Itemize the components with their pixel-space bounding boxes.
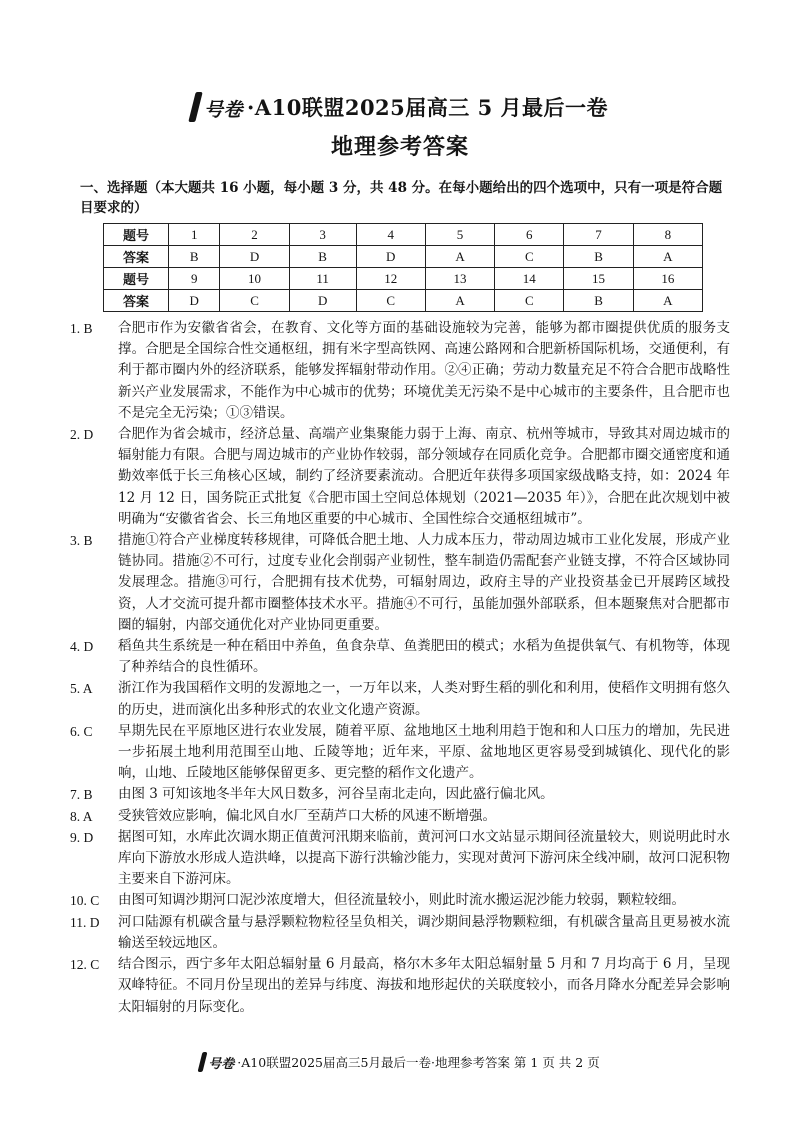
- item-explanation-text: 早期先民在平原地区进行农业发展，随着平原、盆地地区土地利用趋于饱和和人口压力的增加，先民进一步拓展土地利用范围至山地、丘陵等地；近年来，平原、盆地地区更容易受到城镇化、现代化的影响，山地、丘陵地区能够保留更多、更完整的稻作文化遗产。: [118, 722, 730, 782]
- item-explanation-text: 受狭管效应影响，偏北风自水厂至葫芦口大桥的风速不断增强。: [118, 807, 496, 824]
- item-number-answer: 3. B: [70, 533, 93, 549]
- answer-cell: D: [169, 290, 220, 312]
- explanation-item: [70, 890, 730, 911]
- question-number-cell: 13: [425, 268, 494, 290]
- answer-cell: D: [289, 290, 356, 312]
- answer-cell: C: [220, 290, 289, 312]
- answer-cell: B: [564, 246, 633, 268]
- item-explanation-text: 合肥市作为安徽省省会，在教育、文化等方面的基础设施较为完善，能够为都市圈提供优质的服务支撑。合肥是全国综合性交通枢纽，拥有米字型高铁网、高速公路网和合肥新桥国际机场，交通便利，有利于都市圈内外的经济联系，能够发挥辐射带动作用。②④正确；劳动力数量充足不符合合肥市战略性新兴产业发展需求，不能作为中心城市的优势；环境优美无污染不是中心城市的主要条件，且合肥市也不是完全无污染；①③错误。: [118, 320, 730, 421]
- question-number-cell: 12: [356, 268, 425, 290]
- answer-cell: A: [425, 290, 494, 312]
- item-number-answer: 10. C: [70, 893, 100, 909]
- footer-text: ·A10联盟2025届高三5月最后一卷·地理参考答案 第 1 页 共 2 页: [237, 1055, 600, 1070]
- table-row: [104, 290, 703, 312]
- document-subtitle: 地理参考答案: [330, 134, 469, 160]
- question-number-cell: 15: [564, 268, 633, 290]
- table-row: [104, 224, 703, 246]
- item-number-answer: 8. A: [70, 808, 93, 824]
- item-number-answer: 5. A: [70, 681, 93, 697]
- page-footer: [0, 1052, 800, 1072]
- explanation-list: [70, 318, 730, 1018]
- question-number-cell: 7: [564, 224, 633, 246]
- explanation-item: [70, 912, 730, 954]
- explanation-item: [70, 424, 730, 530]
- answer-cell: D: [220, 246, 289, 268]
- brand-logo-mark-icon: [188, 92, 202, 122]
- item-number-answer: 7. B: [70, 787, 93, 803]
- answer-cell: A: [633, 290, 702, 312]
- answer-cell: C: [495, 290, 564, 312]
- explanation-item: [70, 806, 730, 827]
- explanation-item: [70, 530, 730, 636]
- item-number-answer: 12. C: [70, 957, 100, 973]
- table-row-label: 答案: [104, 290, 169, 312]
- question-number-cell: 3: [289, 224, 356, 246]
- answer-cell: C: [356, 290, 425, 312]
- question-number-cell: 1: [169, 224, 220, 246]
- item-number-answer: 1. B: [70, 321, 93, 336]
- item-explanation-text: 河口陆源有机碳含量与悬浮颗粒物粒径呈负相关，调沙期间悬浮物颗粒细，有机碳含量高且更易被水流输送至较远地区。: [118, 913, 730, 951]
- answer-cell: D: [356, 246, 425, 268]
- question-number-cell: 4: [356, 224, 425, 246]
- item-explanation-text: 措施①符合产业梯度转移规律，可降低合肥土地、人力成本压力，带动周边城市工业化发展，形成产业链协同。措施②不可行，过度专业化会削弱产业韧性，整车制造仍需配套产业链支撑，不符合区域协同发展理念。措施③可行，合肥拥有技术优势，可辐射周边，政府主导的产业投资基金已开展跨区域投资，人才交流可提升都市圈整体技术水平。措施④不可行，虽能加强外部联系，但本题聚焦对合肥都市圈的辐射，内部交通优化对产业协同更重要。: [118, 532, 730, 633]
- answer-cell: C: [495, 246, 564, 268]
- section-heading: 一、选择题（本大题共 16 小题，每小题 3 分，共 48 分。在每小题给出的四个选项中，只有一项是符合题目要求的）: [80, 180, 723, 216]
- explanation-item: [70, 678, 730, 720]
- document-header: [0, 92, 800, 161]
- document-title: [0, 92, 800, 122]
- table-row-label: 题号: [104, 268, 169, 290]
- item-number-answer: 4. D: [70, 639, 94, 655]
- question-number-cell: 11: [289, 268, 356, 290]
- question-number-cell: 2: [220, 224, 289, 246]
- question-number-cell: 14: [495, 268, 564, 290]
- answer-cell: B: [169, 246, 220, 268]
- item-number-answer: 9. D: [70, 829, 94, 845]
- item-explanation-text: 合肥作为省会城市，经济总量、高端产业集聚能力弱于上海、南京、杭州等城市，导致其对周边城市的辐射能力有限。合肥与周边城市的产业协作较弱，部分领域存在同质化竞争。合肥都市圈交通密度和通勤效率低于长三角核心区域，制约了经济要素流动。合肥近年获得多项国家级战略支持，如：2024 年 12 月 12 日，国务院正式批复《合肥市国土空间总体规划（2021—2035 年）》，合肥在此次规划中被明确为“安徽省省会、长三角地区重要的中心城市、全国性综合交通枢纽城市”。: [118, 426, 730, 527]
- answer-cell: B: [564, 290, 633, 312]
- table-row-label: 题号: [104, 224, 169, 246]
- item-explanation-text: 由图可知调沙期河口泥沙浓度增大，但径流量较小，则此时流水搬运泥沙能力较弱，颗粒较细。: [118, 892, 685, 909]
- question-number-cell: 16: [633, 268, 702, 290]
- explanation-item: [70, 827, 730, 891]
- brand-logo-text: 号卷: [203, 99, 243, 121]
- answer-cell: A: [633, 246, 702, 268]
- footer-logo-mark-icon: [198, 1052, 208, 1072]
- explanation-item: [70, 721, 730, 785]
- footer-logo-text: 号卷: [208, 1057, 235, 1072]
- question-number-cell: 8: [633, 224, 702, 246]
- table-row-label: 答案: [104, 246, 169, 268]
- question-number-cell: 10: [220, 268, 289, 290]
- answer-table: [103, 223, 703, 312]
- table-row: [104, 246, 703, 268]
- item-explanation-text: 稻鱼共生系统是一种在稻田中养鱼，鱼食杂草、鱼粪肥田的模式；水稻为鱼提供氧气、有机物等，体现了种养结合的良性循环。: [118, 638, 730, 676]
- explanation-item: [70, 636, 730, 678]
- item-number-answer: 2. D: [70, 427, 94, 443]
- item-explanation-text: 由图 3 可知该地冬半年大风日数多，河谷呈南北走向，因此盛行偏北风。: [118, 786, 554, 803]
- answer-cell: B: [289, 246, 356, 268]
- footer-logo: [200, 1052, 234, 1072]
- question-number-cell: 9: [169, 268, 220, 290]
- brand-logo: [192, 92, 243, 122]
- table-row: [104, 268, 703, 290]
- explanation-item: [70, 318, 730, 424]
- explanation-item: [70, 784, 730, 805]
- item-number-answer: 11. D: [70, 914, 100, 930]
- item-number-answer: 6. C: [70, 723, 93, 739]
- item-explanation-text: 浙江作为我国稻作文明的发源地之一，一万年以来，人类对野生稻的驯化和利用，使稻作文明拥有悠久的历史，进而演化出多种形式的农业文化遗产资源。: [118, 680, 730, 718]
- explanation-item: [70, 954, 730, 1018]
- title-text: ·A10联盟2025届高三 5 月最后一卷: [247, 95, 609, 120]
- question-number-cell: 5: [425, 224, 494, 246]
- answer-cell: A: [425, 246, 494, 268]
- item-explanation-text: 据图可知，水库此次调水期正值黄河汛期来临前，黄河河口水文站显示期间径流量较大，则说明此时水库向下游放水形成人造洪峰，以提高下游行洪输沙能力，实现对黄河下游河床全线冲刷，故河口泥积物主要来自下游河床。: [118, 828, 730, 888]
- item-explanation-text: 结合图示，西宁多年太阳总辐射量 6 月最高，格尔木多年太阳总辐射量 5 月和 7 月均高于 6 月，呈现双峰特征。不同月份呈现出的差异与纬度、海拔和地形起伏的关联度较小，而各月降水分配差异会影响太阳辐射的月际变化。: [118, 956, 730, 1015]
- question-number-cell: 6: [495, 224, 564, 246]
